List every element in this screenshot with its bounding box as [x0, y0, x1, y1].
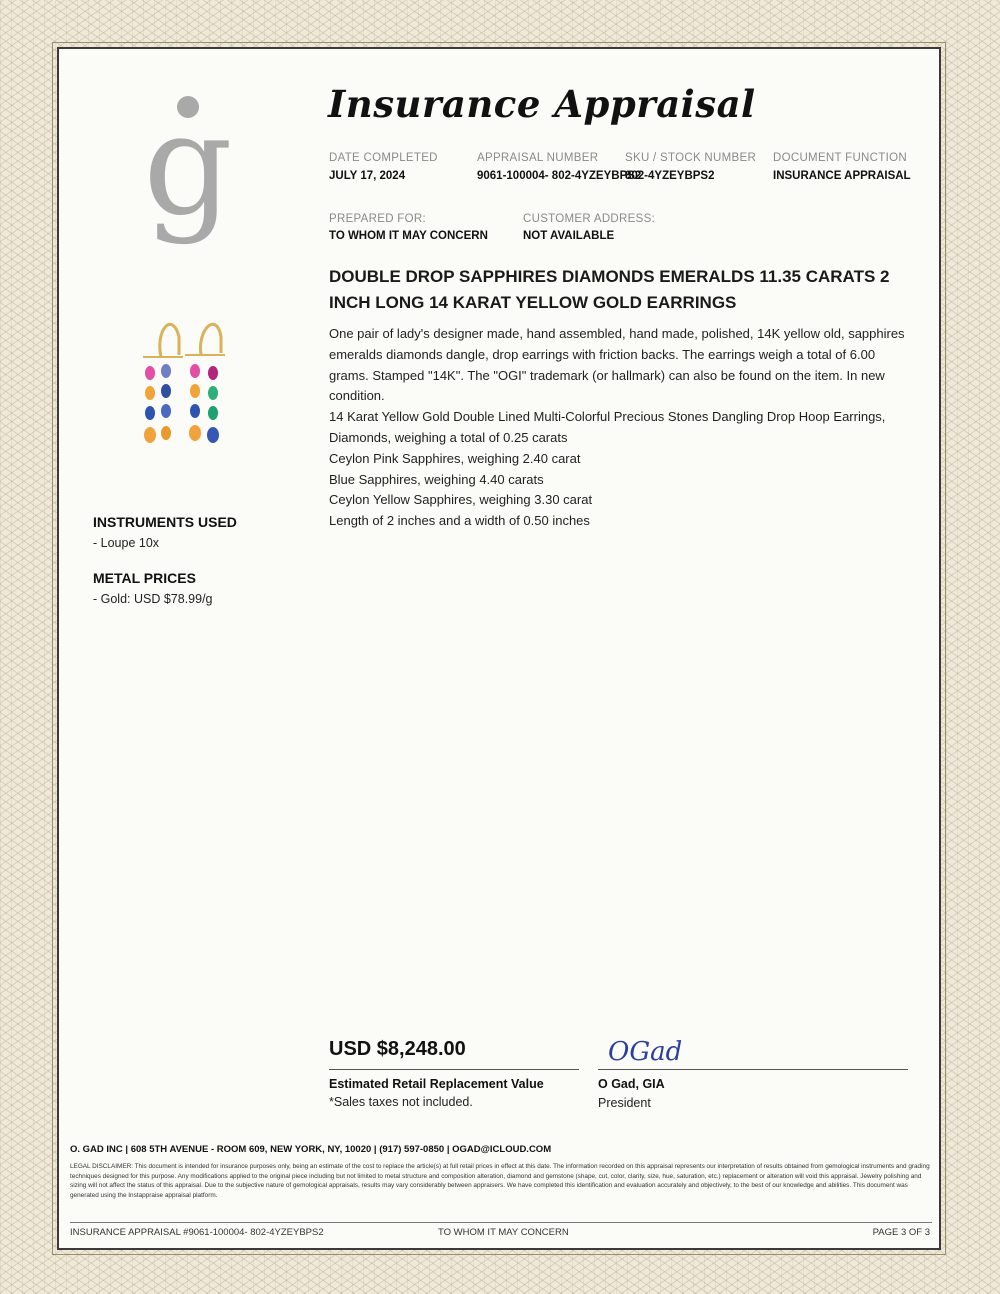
- company-logo: [138, 95, 238, 265]
- description-line: Length of 2 inches and a width of 0.50 inches: [329, 513, 590, 529]
- item-title: DOUBLE DROP SAPPHIRES DIAMONDS EMERALDS 11.35 CARATS 2 INCH LONG 14 KARAT YELLOW GOLD EARRINGS: [329, 267, 890, 312]
- metal-prices-heading: METAL PRICES: [93, 570, 196, 586]
- customer-address-value: NOT AVAILABLE: [523, 230, 615, 242]
- logo-letter: g: [143, 95, 233, 247]
- footer-appraisal-ref: INSURANCE APPRAISAL #9061-100004- 802-4YZEYBPS2: [70, 1227, 324, 1238]
- page-number: PAGE 3 OF 3: [872, 1227, 930, 1238]
- sku-label: SKU / STOCK NUMBER: [625, 152, 757, 164]
- description-paragraph: One pair of lady's designer made, hand assembled, hand made, polished, 14K yellow old, sapphires emeralds diamonds dangle, drop earrings with friction backs. The earrings weigh a total of 6.00 grams. Stamped "14K". The "OGI" trademark (or hallmark) can also be found on the item. In new condition.: [329, 326, 905, 404]
- legal-disclaimer: LEGAL DISCLAIMER: This document is intended for insurance purposes only, being an estimate of the cost to replace the article(s) at full retail prices in effect at this date. The information recorded on this appraisal represents our interpretation of results obtained from gemological instruments and grading techniques designed for this purpose. Any modifications applied to the original piece including but not limited to metal structure and composition alteration, diamond and gemstone (shape, cut, color, clarity, size, hue, saturation, etc.) replacement or alteration will void this appraisal. Jewelry polishing and sizing will not affect the status of this appraisal. Due to the subjective nature of gemological appraisals, results may vary considerably between appraisers. We have completed this identification and evaluation accurately and objectively, to the best of our knowledge and abilities. This document was generated using the Instappraise appraisal platform.: [70, 1163, 930, 1199]
- item-description: [329, 324, 914, 532]
- prepared-for-label: PREPARED FOR:: [329, 213, 426, 225]
- footer-recipient: TO WHOM IT MAY CONCERN: [438, 1227, 569, 1238]
- signer-title: President: [598, 1096, 651, 1110]
- description-line: 14 Karat Yellow Gold Double Lined Multi-Colorful Precious Stones Dangling Drop Hoop Earrings,: [329, 409, 886, 425]
- signature-image: [606, 1030, 696, 1070]
- signature-text: OGad: [608, 1037, 683, 1067]
- instruments-item: - Loupe 10x: [93, 536, 160, 550]
- signer-name: O Gad, GIA: [598, 1077, 665, 1091]
- date-completed-label: DATE COMPLETED: [329, 152, 438, 164]
- company-info: O. GAD INC | 608 5TH AVENUE - ROOM 609, NEW YORK, NY, 10020 | (917) 597-0850 | OGAD@ICLOUD.COM: [70, 1144, 552, 1155]
- appraisal-number-value: 9061-100004- 802-4YZEYBPS2: [477, 170, 642, 182]
- document-title: Insurance Appraisal: [328, 82, 756, 126]
- document-function-value: INSURANCE APPRAISAL: [773, 170, 911, 182]
- price-rule: [329, 1069, 579, 1070]
- appraised-price: USD $8,248.00: [329, 1038, 466, 1060]
- tax-note: *Sales taxes not included.: [329, 1095, 473, 1109]
- description-line: Blue Sapphires, weighing 4.40 carats: [329, 471, 544, 487]
- instruments-heading: INSTRUMENTS USED: [93, 514, 237, 530]
- description-line: Ceylon Pink Sapphires, weighing 2.40 carat: [329, 450, 581, 466]
- prepared-for-value: TO WHOM IT MAY CONCERN: [329, 230, 488, 242]
- appraisal-number-label: APPRAISAL NUMBER: [477, 152, 599, 164]
- metal-prices-item: - Gold: USD $78.99/g: [93, 592, 213, 606]
- signature-rule: [598, 1069, 908, 1070]
- sku-value: 802-4YZEYBPS2: [625, 170, 715, 182]
- date-completed-value: JULY 17, 2024: [329, 170, 406, 182]
- price-label: Estimated Retail Replacement Value: [329, 1077, 544, 1091]
- description-line: Diamonds, weighing a total of 0.25 carats: [329, 429, 568, 445]
- description-line: Ceylon Yellow Sapphires, weighing 3.30 carat: [329, 492, 593, 508]
- earrings-image: [133, 309, 233, 469]
- footer-rule: [70, 1222, 932, 1223]
- customer-address-label: CUSTOMER ADDRESS:: [523, 213, 656, 225]
- document-function-label: DOCUMENT FUNCTION: [773, 152, 907, 164]
